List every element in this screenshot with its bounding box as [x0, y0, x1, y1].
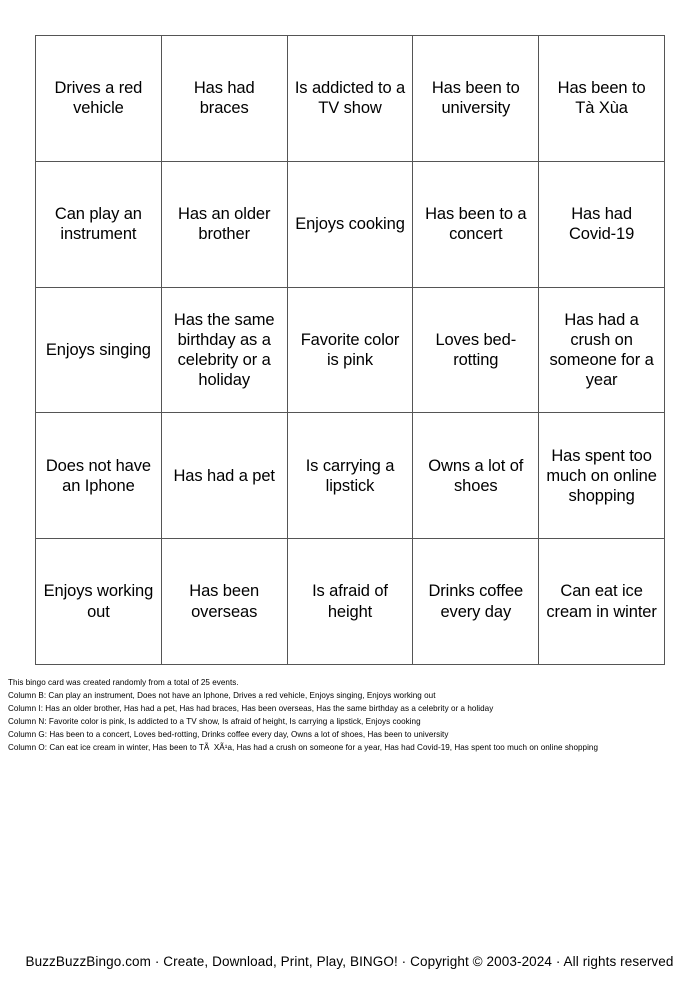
bingo-cell-label: Has had a pet — [173, 466, 275, 485]
bingo-cell-label: Has been to university — [431, 79, 520, 118]
bingo-cell-o3[interactable] — [539, 288, 665, 414]
bingo-cell-g4[interactable] — [413, 413, 539, 539]
bingo-cell-g5[interactable] — [413, 539, 539, 665]
bingo-cell-label: Enjoys working out — [43, 582, 154, 621]
legend-block — [8, 677, 693, 754]
bingo-cell-label: Has been overseas — [189, 582, 260, 621]
bingo-cell-label: Favorite color is pink — [300, 330, 400, 369]
bingo-cell-n3[interactable] — [288, 288, 414, 414]
bingo-cell-b2[interactable] — [36, 162, 162, 288]
bingo-cell-g1[interactable] — [413, 36, 539, 162]
bingo-cell-label: Is carrying a lipstick — [305, 456, 395, 495]
bingo-cell-label: Drinks coffee every day — [428, 582, 524, 621]
bingo-cell-label: Has the same birthday as a celebrity or a holiday — [173, 310, 275, 390]
footer-copyright-text: BuzzBuzzBingo.com · Create, Download, Print, Play, BINGO! · Copyright © 2003-2024 · All rights reserved — [25, 954, 674, 969]
bingo-cell-label: Has spent too much on online shopping — [546, 446, 657, 505]
bingo-cell-label: Is addicted to a TV show — [294, 79, 406, 118]
bingo-cell-o4[interactable] — [539, 413, 665, 539]
bingo-cell-n2[interactable] — [288, 162, 414, 288]
bingo-cell-label: Has an older brother — [178, 205, 271, 244]
bingo-cell-i2[interactable] — [162, 162, 288, 288]
bingo-cell-g3[interactable] — [413, 288, 539, 414]
legend-column-g: Column G: Has been to a concert, Loves bed-rotting, Drinks coffee every day, Owns a lot of shoes, Has been to university — [8, 729, 449, 739]
bingo-cell-label: Has been to a concert — [425, 205, 527, 244]
bingo-cell-label: Is afraid of height — [312, 582, 388, 621]
bingo-cell-label: Drives a red vehicle — [54, 79, 143, 118]
bingo-cell-b3[interactable] — [36, 288, 162, 414]
bingo-cell-n5[interactable] — [288, 539, 414, 665]
bingo-card-grid — [35, 35, 665, 665]
bingo-cell-i5[interactable] — [162, 539, 288, 665]
bingo-cell-g2[interactable] — [413, 162, 539, 288]
bingo-cell-label: Does not have an Iphone — [45, 456, 151, 495]
bingo-cell-b5[interactable] — [36, 539, 162, 665]
legend-intro: This bingo card was created randomly from a total of 25 events. — [8, 678, 239, 687]
bingo-cell-label: Has had braces — [193, 79, 255, 118]
bingo-cell-label: Owns a lot of shoes — [428, 456, 524, 495]
bingo-cell-n1[interactable] — [288, 36, 414, 162]
bingo-cell-label: Can eat ice cream in winter — [546, 582, 657, 621]
bingo-cell-o1[interactable] — [539, 36, 665, 162]
bingo-cell-label: Enjoys cooking — [295, 215, 405, 234]
bingo-cell-i4[interactable] — [162, 413, 288, 539]
bingo-cell-o2[interactable] — [539, 162, 665, 288]
bingo-cell-o5[interactable] — [539, 539, 665, 665]
bingo-cell-label: Has had Covid-19 — [568, 205, 635, 244]
bingo-cell-label: Has been to Tà Xùa — [557, 79, 646, 118]
legend-column-n: Column N: Favorite color is pink, Is addicted to a TV show, Is afraid of height, Is carrying a lipstick, Enjoys cooking — [8, 716, 421, 726]
bingo-cell-i1[interactable] — [162, 36, 288, 162]
bingo-cell-label: Loves bed-rotting — [435, 330, 517, 369]
bingo-cell-label: Has had a crush on someone for a year — [549, 310, 654, 390]
legend-column-b: Column B: Can play an instrument, Does not have an Iphone, Drives a red vehicle, Enjoys singing, Enjoys working out — [8, 690, 436, 700]
bingo-cell-b1[interactable] — [36, 36, 162, 162]
footer — [0, 952, 699, 972]
bingo-cell-label: Enjoys singing — [45, 340, 151, 359]
bingo-cell-label: Can play an instrument — [54, 205, 142, 244]
legend-column-o: Column O: Can eat ice cream in winter, Has been to TÃ XÃ¹a, Has had a crush on someone for a year, Has had Covid-19, Has spent too much on online shopping — [8, 742, 599, 752]
bingo-cell-b4[interactable] — [36, 413, 162, 539]
bingo-cell-n4[interactable] — [288, 413, 414, 539]
legend-column-i: Column I: Has an older brother, Has had a pet, Has had braces, Has been overseas, Has the same birthday as a celebrity or a holiday — [8, 703, 494, 713]
bingo-cell-i3[interactable] — [162, 288, 288, 414]
